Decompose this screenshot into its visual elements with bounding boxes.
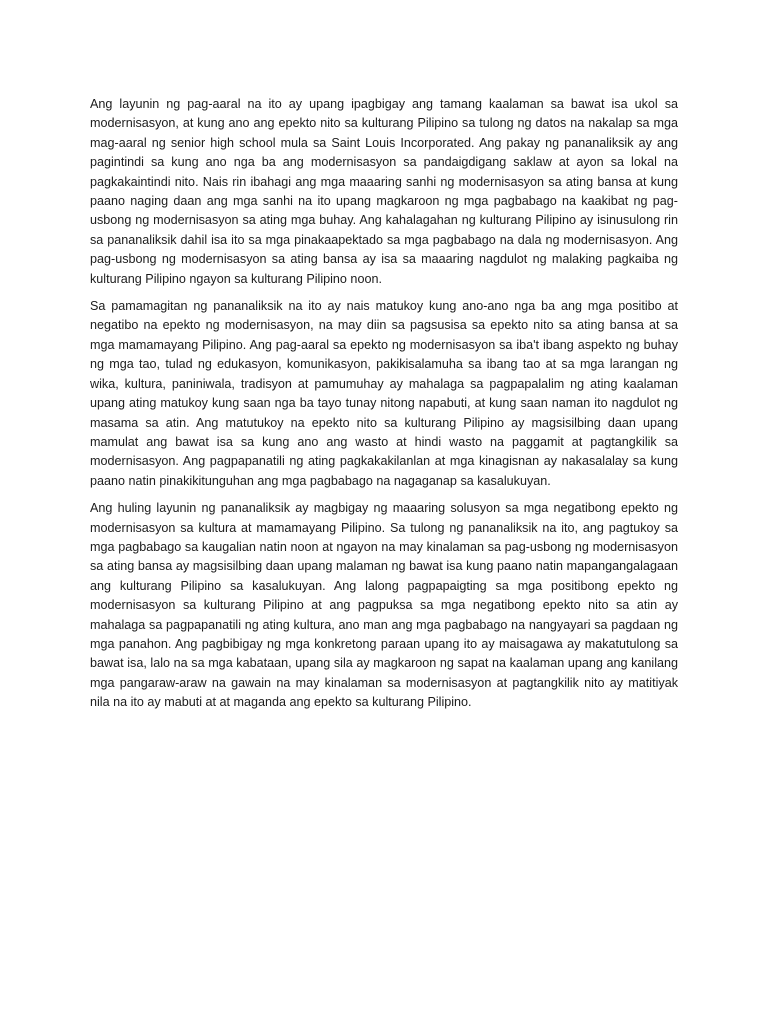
paragraph-2: Sa pamamagitan ng pananaliksik na ito ay nais matukoy kung ano-ano nga ba ang mga positibo at negatibo na epekto ng modernisasyon, na may diin sa pagsusisa sa epekto nito sa ating bansa at sa mga mamamayang Pilipino. Ang pag-aaral sa epekto ng modernisasyon sa iba't ibang aspekto ng buhay ng mga tao, tulad ng edukasyon, komunikasyon, pakikisalamuha sa ibang tao at sa mga larangan ng wika, kultura, paniniwala, tradisyon at pamumuhay ay mahalaga sa pagpapalalim ng ating kaalaman upang ating matukoy kung saan nga ba tayo tunay nitong napabuti, at kung saan naman ito nagdulot ng masama sa atin. Ang matutukoy na epekto nito sa kulturang Pilipino ay magsisilbing daan upang mamulat ang bawat isa sa kung ano ang wasto at hindi wasto na paggamit at pagtangkilik sa modernisasyon. Ang pagpapanatili ng ating pagkakakilanlan at mga kinagisnan ay nakasalalay sa kung paano natin pinakikitunguhan ang mga pagbabago na nagaganap sa kasalukuyan.: [90, 299, 678, 488]
document-body: [90, 95, 678, 721]
paragraph-3: Ang huling layunin ng pananaliksik ay magbigay ng maaaring solusyon sa mga negatibong epekto ng modernisasyon sa kultura at mamamayang Pilipino. Sa tulong ng pananaliksik na ito, ang pagtukoy sa mga pagbabago sa kaugalian natin noon at ngayon na may kinalaman sa pag-usbong ng modernisasyon sa ating bansa ay magsisilbing daan upang malaman ng bawat isa kung paano natin mapangangalagaan ang kulturang Pilipino sa kasalukuyan. Ang lalong pagpapaigting sa mga positibong epekto ng modernisasyon sa kulturang Pilipino at ang pagpuksa sa mga negatibong epekto nito sa atin ay mahalaga sa pagpapanatili ng ating kultura, ano man ang mga pagbabago na nangyayari sa pagdaan ng mga panahon. Ang pagbibigay ng mga konkretong paraan upang ito ay maisagawa ay makatutulong sa bawat isa, lalo na sa mga kabataan, upang sila ay magkaroon ng sapat na kaalaman upang ang kanilang mga pangaraw-araw na gawain na may kinalaman sa modernisasyon at pagtangkilik nito ay matitiyak nila na ito ay mabuti at at maganda ang epekto sa kulturang Pilipino.: [90, 501, 678, 710]
paragraph-1: Ang layunin ng pag-aaral na ito ay upang ipagbigay ang tamang kaalaman sa bawat isa ukol sa modernisasyon, at kung ano ang epekto nito sa kulturang Pilipino sa tulong ng datos na nakalap sa mga mag-aaral ng senior high school mula sa Saint Louis Incorporated. Ang pakay ng pananaliksik ay ang pagintindi sa kung ano nga ba ang modernisasyon sa pandaigdigang saklaw at ayon sa lokal na pagkakaintindi nito. Nais rin ibahagi ang mga maaaring sanhi ng modernisasyon sa ating bansa at kung paano naging daan ang mga sanhi na ito upang magkaroon ng mga pagbabago na kaakibat ng pag-usbong ng modernisasyon sa ating mga buhay. Ang kahalagahan ng kulturang Pilipino ay isinusulong rin sa pananaliksik dahil isa ito sa mga pinakaapektado sa mga pagbabago na dala ng modernisasyon. Ang pag-usbong ng modernisasyon sa ating bansa ay isa sa maaaring nagdulot ng malaking pagkaiba ng kulturang Pilipino ngayon sa kulturang Pilipino noon.: [90, 97, 678, 286]
